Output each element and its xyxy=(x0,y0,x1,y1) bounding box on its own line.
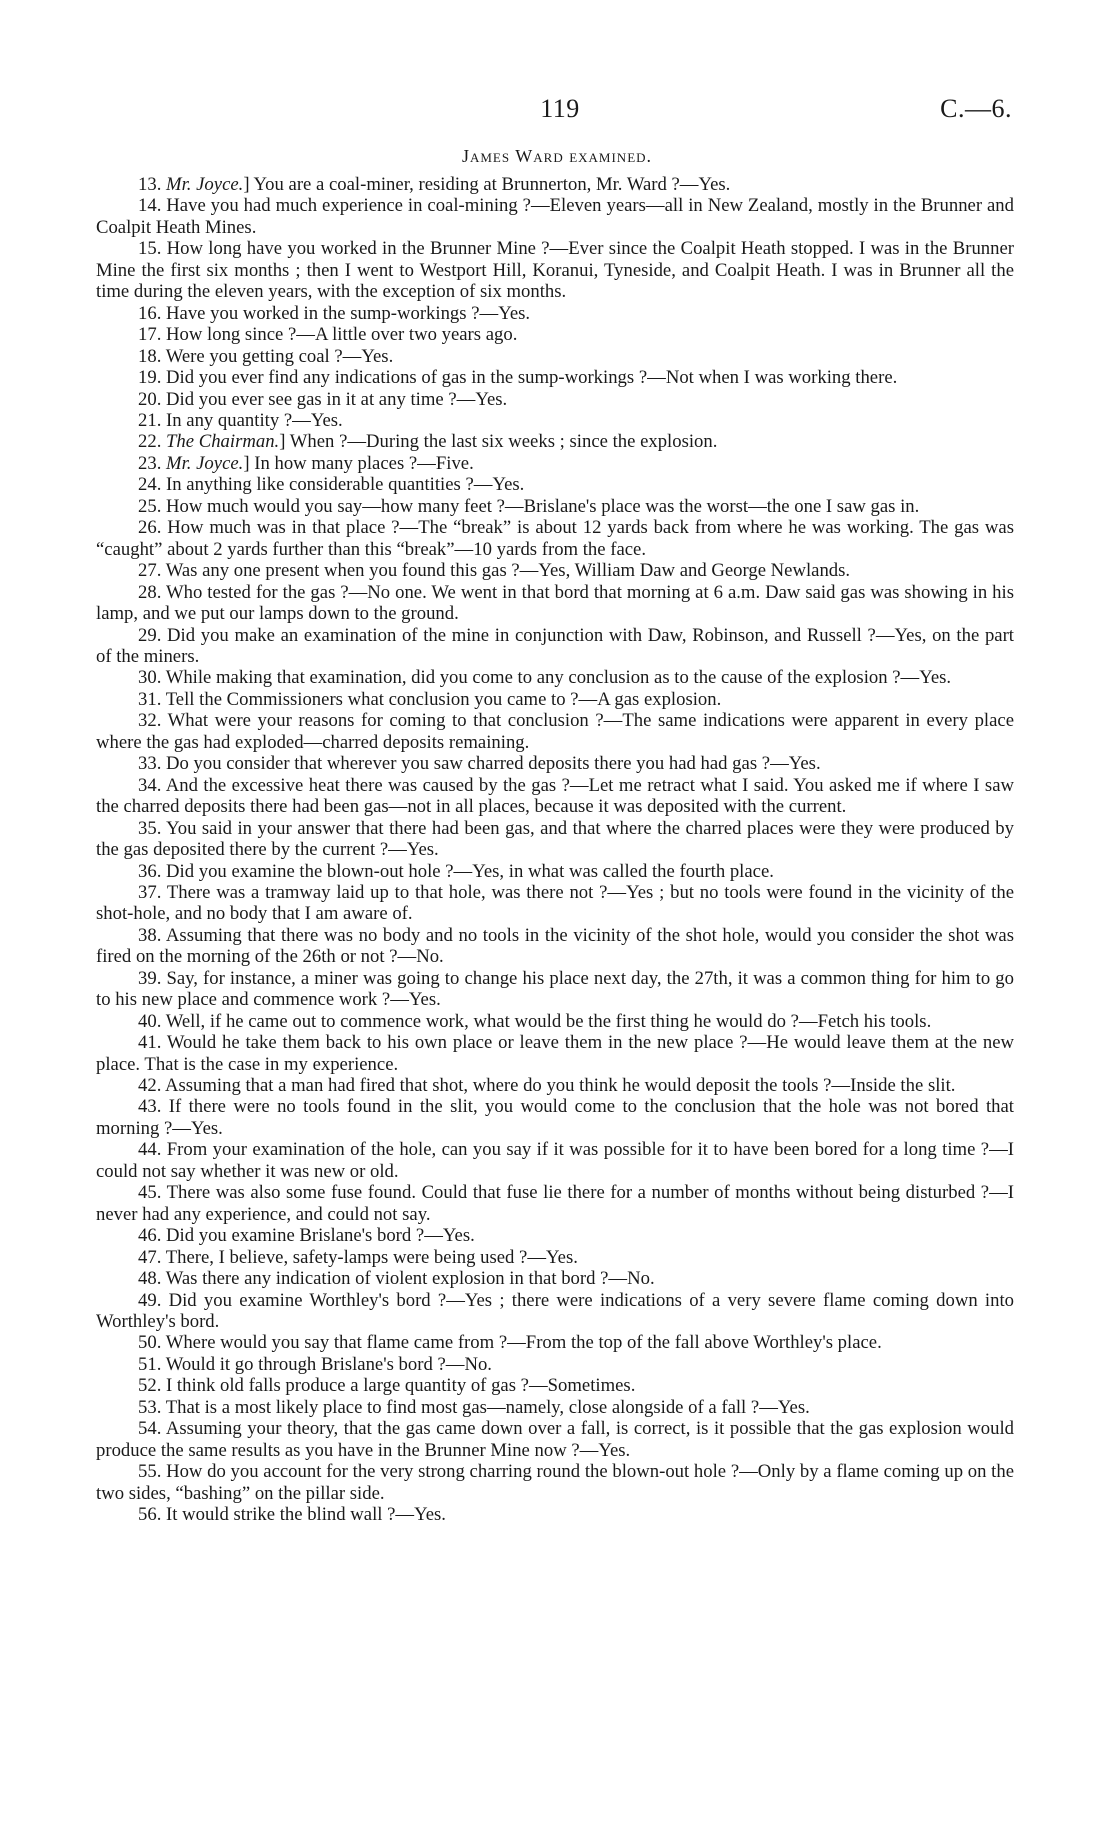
testimony-paragraph xyxy=(96,1225,1014,1246)
paragraph-text: 21. In any quantity ?—Yes. xyxy=(138,409,343,431)
document-reference: C.—6. xyxy=(940,94,1012,123)
testimony-paragraph xyxy=(96,1268,1014,1289)
question-number: 23. xyxy=(138,452,167,474)
testimony-paragraph xyxy=(96,818,1014,861)
paragraph-text: 51. Would it go through Brislane's bord ?—No. xyxy=(138,1353,492,1375)
speaker-name: The Chairman. xyxy=(166,431,280,453)
testimony-paragraph xyxy=(96,861,1014,882)
paragraph-text: 17. How long since ?—A little over two years ago. xyxy=(138,324,518,346)
testimony-paragraph xyxy=(96,710,1014,753)
testimony-text xyxy=(96,174,1014,1526)
testimony-paragraph xyxy=(96,1397,1014,1418)
paragraph-text: 27. Was any one present when you found this gas ?—Yes, William Daw and George Newlands. xyxy=(138,560,851,582)
paragraph-text: 31. Tell the Commissioners what conclusion you came to ?—A gas explosion. xyxy=(138,688,722,710)
testimony-paragraph xyxy=(96,667,1014,688)
testimony-paragraph xyxy=(96,1332,1014,1353)
speaker-name: Mr. Joyce. xyxy=(166,174,244,195)
testimony-paragraph xyxy=(96,1182,1014,1225)
paragraph-text: 42. Assuming that a man had fired that shot, where do you think he would deposit the tools ?—Inside the slit. xyxy=(138,1075,956,1097)
paragraph-text: 56. It would strike the blind wall ?—Yes. xyxy=(138,1504,446,1526)
question-number: 22. xyxy=(138,431,167,453)
paragraph-text: 48. Was there any indication of violent explosion in that bord ?—No. xyxy=(138,1268,655,1290)
paragraph-text: 14. Have you had much experience in coal-mining ?—Eleven years—all in New Zealand, mostly in the Brunner and Coalpit Heath Mines. xyxy=(96,195,1014,238)
testimony-paragraph xyxy=(96,1096,1014,1139)
testimony-paragraph xyxy=(96,174,1014,195)
testimony-paragraph xyxy=(96,1075,1014,1096)
testimony-paragraph xyxy=(96,1032,1014,1075)
paragraph-text: ] In how many places ?—Five. xyxy=(243,452,474,474)
testimony-paragraph xyxy=(96,389,1014,410)
paragraph-text: 28. Who tested for the gas ?—No one. We went in that bord that morning at 6 a.m. Daw said gas was showing in his lamp, and we put our lamps down to the ground. xyxy=(96,581,1014,625)
paragraph-text: 36. Did you examine the blown-out hole ?—Yes, in what was called the fourth place. xyxy=(138,860,774,882)
testimony-paragraph xyxy=(96,324,1014,345)
paragraph-text: 54. Assuming your theory, that the gas came down over a fall, is correct, is it possible that the gas explosion would produce the same results as you have in the Brunner Mine now ?—Yes. xyxy=(96,1418,1014,1461)
testimony-paragraph xyxy=(96,560,1014,581)
paragraph-text: 35. You said in your answer that there had been gas, and that where the charred places were they were produced by the gas deposited there by the current ?—Yes. xyxy=(96,817,1014,861)
paragraph-text: 24. In anything like considerable quantities ?—Yes. xyxy=(138,474,525,496)
paragraph-text: 29. Did you make an examination of the mine in conjunction with Daw, Robinson, and Russell ?—Yes, on the part of the miners. xyxy=(96,624,1014,667)
testimony-paragraph xyxy=(96,410,1014,431)
testimony-paragraph xyxy=(96,346,1014,367)
paragraph-text: 45. There was also some fuse found. Could that fuse lie there for a number of months without being disturbed ?—I never had any experience, and could not say. xyxy=(96,1182,1014,1225)
paragraph-text: 46. Did you examine Brislane's bord ?—Yes. xyxy=(138,1225,475,1247)
paragraph-text: 30. While making that examination, did you come to any conclusion as to the cause of the explosion ?—Yes. xyxy=(138,667,952,689)
paragraph-text: 20. Did you ever see gas in it at any time ?—Yes. xyxy=(138,388,508,410)
paragraph-text: 44. From your examination of the hole, can you say if it was possible for it to have been bored for a long time ?—I could not say whether it was new or old. xyxy=(96,1139,1014,1182)
paragraph-text: 16. Have you worked in the sump-workings ?—Yes. xyxy=(138,302,531,324)
paragraph-text: 41. Would he take them back to his own place or leave them in the new place ?—He would leave them at the new place. That is the case in my experience. xyxy=(96,1032,1014,1075)
testimony-paragraph xyxy=(96,367,1014,388)
paragraph-text: 53. That is a most likely place to find most gas—namely, close alongside of a fall ?—Yes. xyxy=(138,1396,810,1418)
testimony-paragraph xyxy=(96,1504,1014,1525)
testimony-paragraph xyxy=(96,1461,1014,1504)
paragraph-text: 33. Do you consider that wherever you saw charred deposits there you had had gas ?—Yes. xyxy=(138,753,821,775)
testimony-paragraph xyxy=(96,1290,1014,1333)
paragraph-text: ] When ?—During the last six weeks ; since the explosion. xyxy=(279,431,718,453)
paragraph-text: 32. What were your reasons for coming to that conclusion ?—The same indications were apparent in every place where the gas had exploded—charred deposits remaining. xyxy=(96,710,1014,753)
paragraph-text: 37. There was a tramway laid up to that hole, was there not ?—Yes ; but no tools were found in the vicinity of the shot-hole, and no body that I am aware of. xyxy=(96,881,1014,925)
testimony-paragraph xyxy=(96,1375,1014,1396)
testimony-paragraph xyxy=(96,689,1014,710)
testimony-paragraph xyxy=(96,474,1014,495)
testimony-paragraph xyxy=(96,1139,1014,1182)
paragraph-text: 55. How do you account for the very strong charring round the blown-out hole ?—Only by a flame coming up on the two sides, “bashing” on the pillar side. xyxy=(96,1461,1014,1504)
testimony-paragraph xyxy=(96,775,1014,818)
paragraph-text: 25. How much would you say—how many feet ?—Brislane's place was the worst—the one I saw gas in. xyxy=(138,495,920,517)
page-number: 119 xyxy=(540,94,580,123)
paragraph-text: 50. Where would you say that flame came from ?—From the top of the fall above Worthley's place. xyxy=(138,1332,882,1354)
paragraph-text: ] You are a coal-miner, residing at Brunnerton, Mr. Ward ?—Yes. xyxy=(243,174,731,195)
paragraph-text: 34. And the excessive heat there was caused by the gas ?—Let me retract what I said. You asked me if where I saw the charred deposits there had been gas—not in all places, because it was deposited with the current. xyxy=(96,774,1014,818)
paragraph-text: 38. Assuming that there was no body and no tools in the vicinity of the shot hole, would you consider the shot was fired on the morning of the 26th or not ?—No. xyxy=(96,924,1014,968)
testimony-paragraph xyxy=(96,238,1014,302)
paragraph-text: 40. Well, if he came out to commence work, what would be the first thing he would do ?—Fetch his tools. xyxy=(138,1010,932,1032)
testimony-paragraph xyxy=(96,925,1014,968)
paragraph-text: 52. I think old falls produce a large quantity of gas ?—Sometimes. xyxy=(138,1375,636,1397)
paragraph-text: 18. Were you getting coal ?—Yes. xyxy=(138,345,394,367)
testimony-paragraph xyxy=(96,625,1014,668)
section-heading: James Ward examined. xyxy=(461,146,653,166)
testimony-paragraph xyxy=(96,496,1014,517)
testimony-paragraph xyxy=(96,968,1014,1011)
testimony-paragraph xyxy=(96,1354,1014,1375)
paragraph-text: 47. There, I believe, safety-lamps were being used ?—Yes. xyxy=(138,1246,578,1268)
testimony-paragraph xyxy=(96,753,1014,774)
testimony-paragraph xyxy=(96,1247,1014,1268)
testimony-paragraph xyxy=(96,582,1014,625)
paragraph-text: 49. Did you examine Worthley's bord ?—Yes ; there were indications of a very severe flame coming down into Worthley's bord. xyxy=(96,1289,1014,1333)
paragraph-text: 39. Say, for instance, a miner was going to change his place next day, the 27th, it was a common thing for him to go to his new place and commence work ?—Yes. xyxy=(96,967,1014,1011)
paragraph-text: 15. How long have you worked in the Brunner Mine ?—Ever since the Coalpit Heath stopped. I was in the Brunner Mine the first six months ; then I went to Westport Hill, Koranui, Tyneside, and Coalpit Heath. I was in Brunner all the time during the eleven years, with the exception of six months. xyxy=(96,238,1014,303)
question-number: 13. xyxy=(138,174,167,195)
testimony-paragraph xyxy=(96,195,1014,238)
testimony-paragraph xyxy=(96,303,1014,324)
testimony-paragraph xyxy=(96,882,1014,925)
testimony-paragraph xyxy=(96,431,1014,452)
speaker-name: Mr. Joyce. xyxy=(166,452,244,474)
testimony-paragraph xyxy=(96,453,1014,474)
testimony-paragraph xyxy=(96,517,1014,560)
testimony-paragraph xyxy=(96,1418,1014,1461)
paragraph-text: 19. Did you ever find any indications of gas in the sump-workings ?—Not when I was working there. xyxy=(138,367,898,389)
paragraph-text: 26. How much was in that place ?—The “break” is about 12 yards back from where he was working. The gas was “caught” about 2 yards further than this “break”—10 yards from the face. xyxy=(96,517,1014,560)
paragraph-text: 43. If there were no tools found in the slit, you would come to the conclusion that the hole was not bored that morning ?—Yes. xyxy=(96,1096,1014,1139)
testimony-paragraph xyxy=(96,1011,1014,1032)
